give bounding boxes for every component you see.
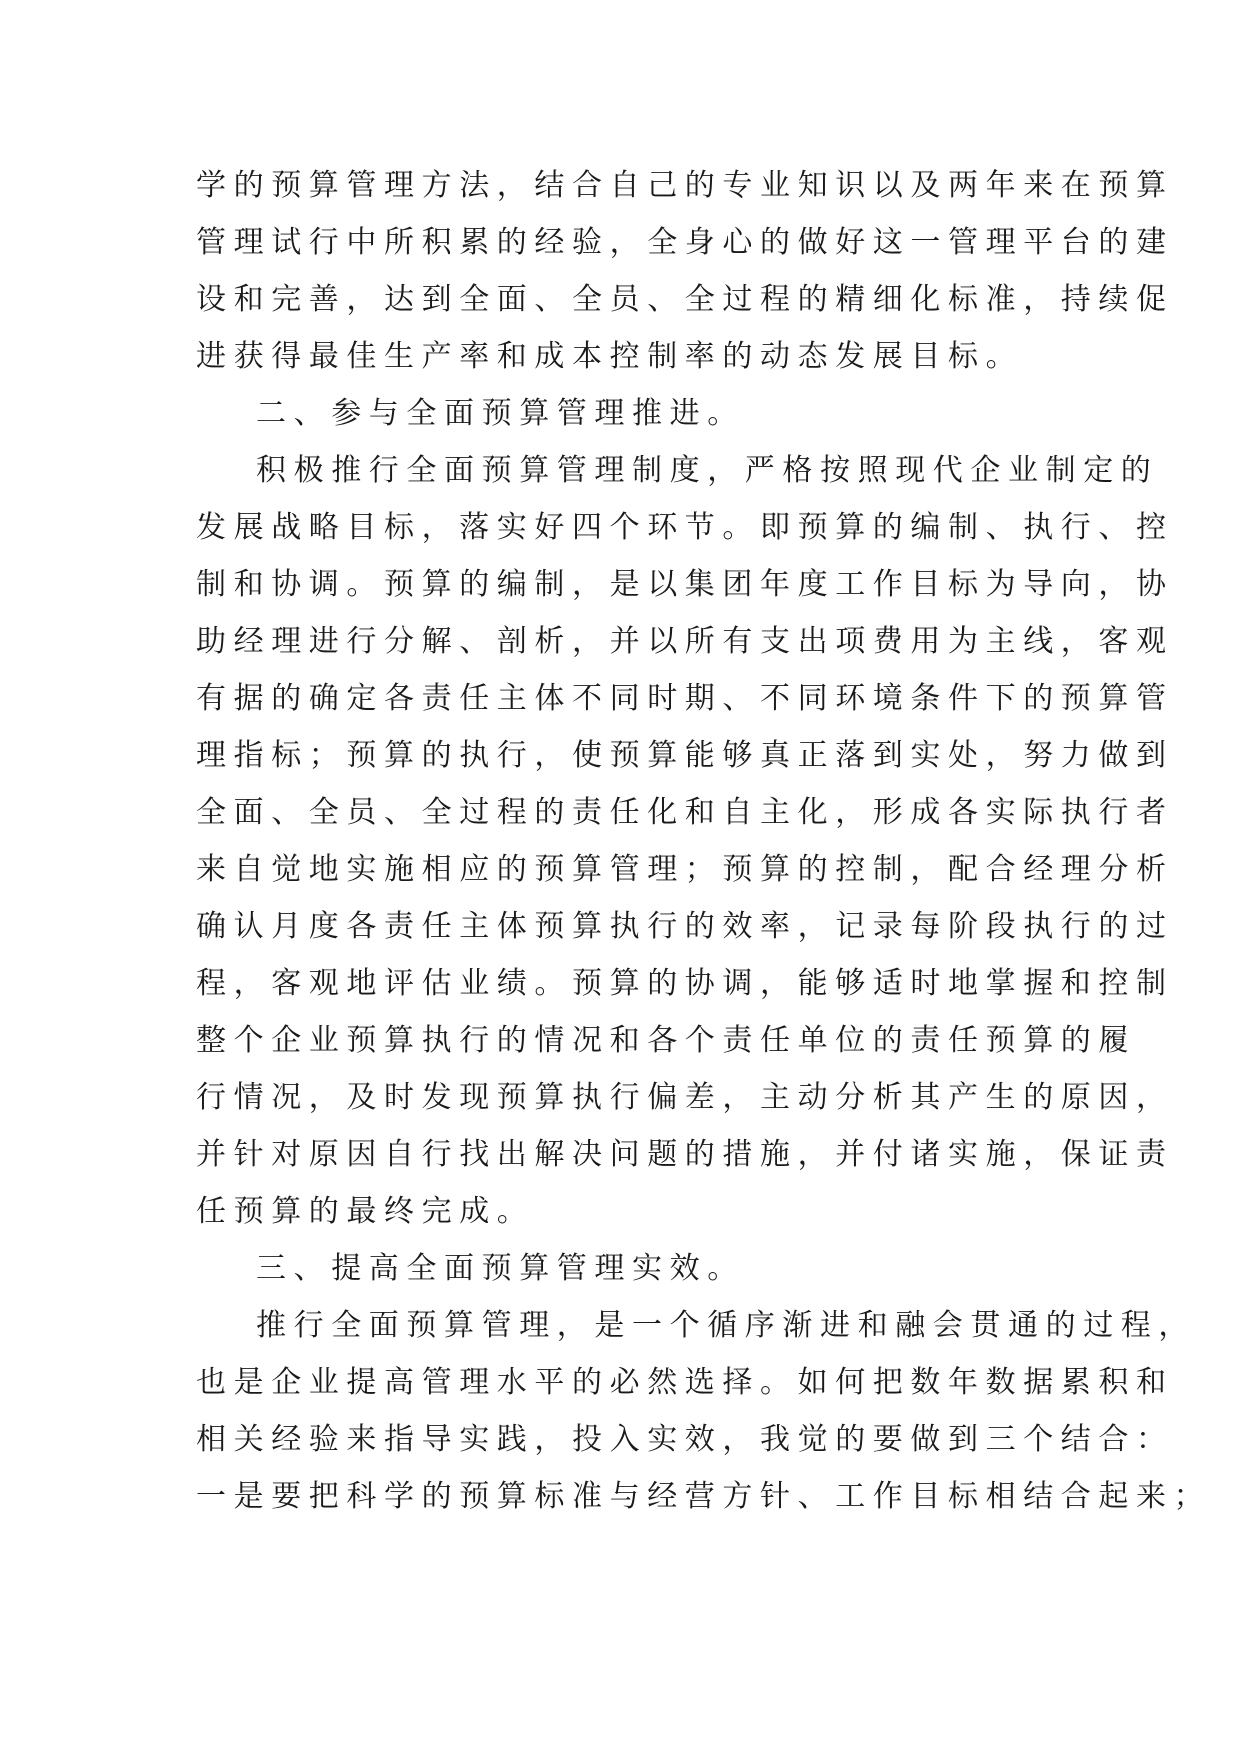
text-line: 一是要把科学的预算标准与经营方针、工作目标相结合起来； — [196, 1479, 1212, 1514]
text-line: 并针对原因自行找出解决问题的措施，并付诸实施，保证责 — [196, 1137, 1174, 1172]
text-line: 学的预算管理方法，结合自己的专业知识以及两年来在预算 — [196, 168, 1174, 203]
text-line: 来自觉地实施相应的预算管理；预算的控制，配合经理分析 — [196, 852, 1174, 887]
text-line: 制和协调。预算的编制，是以集团年度工作目标为导向，协 — [196, 567, 1174, 602]
text-line: 管理试行中所积累的经验，全身心的做好这一管理平台的建 — [196, 225, 1174, 260]
text-line: 也是企业提高管理水平的必然选择。如何把数年数据累积和 — [196, 1365, 1174, 1400]
text-line: 发展战略目标，落实好四个环节。即预算的编制、执行、控 — [196, 510, 1174, 545]
text-line: 整个企业预算执行的情况和各个责任单位的责任预算的履 — [196, 1023, 1136, 1058]
paragraph-first-line: 推行全面预算管理，是一个循序渐进和融会贯通的过程， — [256, 1308, 1196, 1343]
section-heading: 三、提高全面预算管理实效。 — [256, 1251, 745, 1286]
text-line: 确认月度各责任主体预算执行的效率，记录每阶段执行的过 — [196, 909, 1174, 944]
text-line: 有据的确定各责任主体不同时期、不同环境条件下的预算管 — [196, 681, 1174, 716]
text-line: 助经理进行分解、剖析，并以所有支出项费用为主线，客观 — [196, 624, 1174, 659]
section-heading: 二、参与全面预算管理推进。 — [256, 396, 745, 431]
text-line: 进获得最佳生产率和成本控制率的动态发展目标。 — [196, 339, 1024, 374]
text-line: 设和完善，达到全面、全员、全过程的精细化标准，持续促 — [196, 282, 1174, 317]
text-line: 任预算的最终完成。 — [196, 1194, 535, 1229]
text-line: 理指标；预算的执行，使预算能够真正落到实处，努力做到 — [196, 738, 1174, 773]
text-line: 行情况，及时发现预算执行偏差，主动分析其产生的原因， — [196, 1080, 1174, 1115]
text-line: 程，客观地评估业绩。预算的协调，能够适时地掌握和控制 — [196, 966, 1174, 1001]
text-line: 全面、全员、全过程的责任化和自主化，形成各实际执行者 — [196, 795, 1174, 830]
paragraph-first-line: 积极推行全面预算管理制度，严格按照现代企业制定的 — [256, 453, 1159, 488]
text-line: 相关经验来指导实践，投入实效，我觉的要做到三个结合： — [196, 1422, 1174, 1457]
